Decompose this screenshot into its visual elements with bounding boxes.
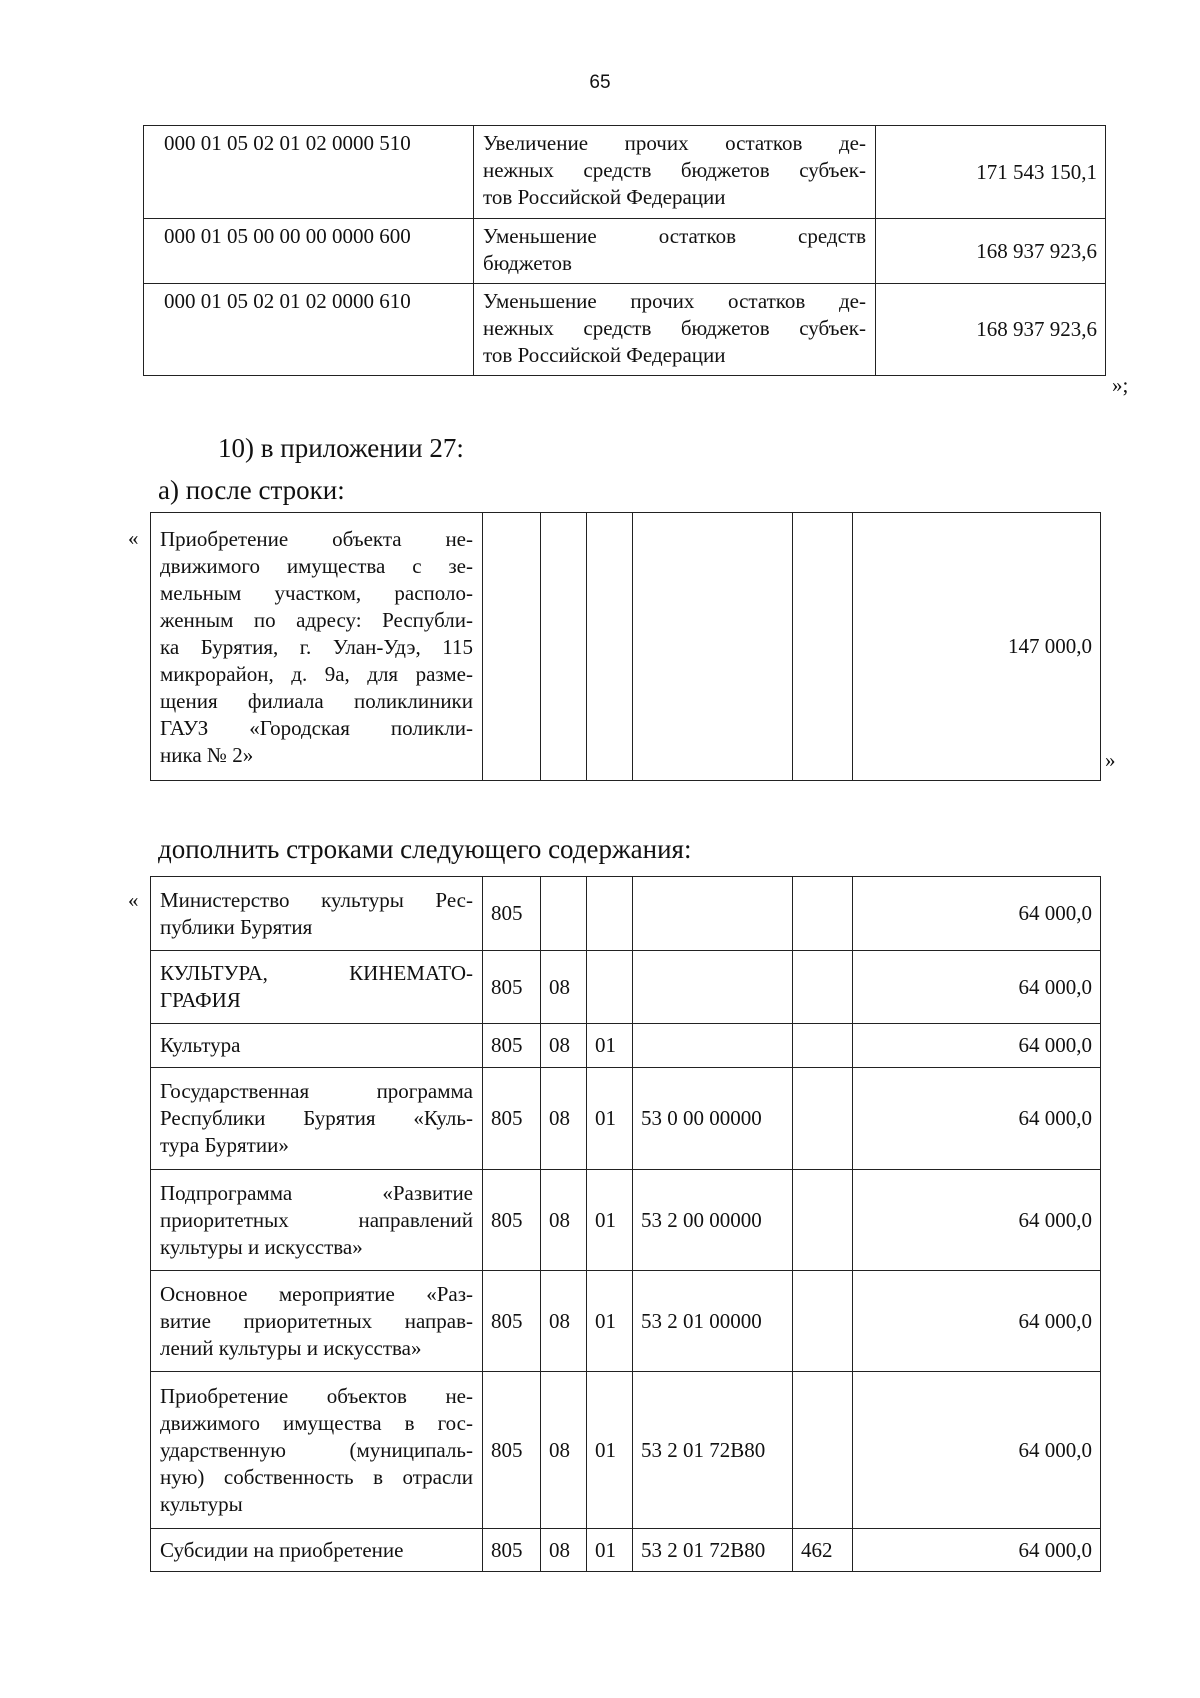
pr-cell: 01 [587,1068,633,1170]
name-line: Основное мероприятие «Раз- [160,1281,473,1306]
rz-cell: 08 [541,1372,587,1529]
rz-cell: 08 [541,951,587,1024]
name-line: щения филиала поликлиники [160,689,473,713]
table-row [144,219,1106,284]
name-line: Государственная программа [160,1079,473,1103]
amount-cell: 64 000,0 [853,951,1101,1024]
vr-cell [793,877,853,951]
grbs-cell: 805 [483,1529,541,1572]
vr-cell [793,951,853,1024]
pr-cell: 01 [587,1372,633,1529]
supplement-heading: дополнить строками следующего содержания: [158,834,692,864]
name-line: Приобретение объектов не- [160,1383,473,1408]
rz-cell [541,877,587,951]
grbs-cell: 805 [483,877,541,951]
pr-cell [587,513,633,781]
pr-cell [587,951,633,1024]
pr-cell: 01 [587,1170,633,1271]
name-line: публики Бурятия [160,914,313,939]
vr-cell [793,1372,853,1529]
pr-cell: 01 [587,1024,633,1068]
name-line: ника № 2» [160,743,254,767]
table-row [151,513,1101,781]
vr-cell [793,1170,853,1271]
name-line: ГАУЗ «Городская поликли- [160,716,473,740]
name-cell [474,219,876,284]
name-line: ка Бурятия, г. Улан-Удэ, 115 [160,635,473,659]
amount-cell: 168 937 923,6 [876,219,1106,284]
grbs-cell: 805 [483,951,541,1024]
name-line: Приобретение объекта не- [160,527,473,551]
table-row [151,877,1101,951]
amount-cell: 168 937 923,6 [876,284,1106,376]
closing-quote: »; [1112,373,1129,397]
name-cell [151,1529,483,1572]
name-cell [151,951,483,1024]
vr-cell [793,513,853,781]
opening-quote: « [128,526,139,550]
table-row [144,284,1106,376]
amount-cell: 64 000,0 [853,1068,1101,1170]
row-name [151,513,483,781]
item-a-heading: а) после строки: [158,475,345,505]
name-line: микрорайон, д. 9а, для разме- [160,662,473,686]
name-line: КУЛЬТУРА, КИНЕМАТО- [160,961,473,985]
name-line: тура Бурятии» [160,1133,289,1157]
name-cell [151,1372,483,1529]
rz-cell: 08 [541,1529,587,1572]
item-10-heading: 10) в приложении 27: [218,433,464,463]
sources-table [143,125,1106,376]
amount-cell: 64 000,0 [853,1170,1101,1271]
csr-cell [633,513,793,781]
vr-cell [793,1271,853,1372]
name-line: Увеличение прочих остатков де- [483,131,866,155]
name-line: Уменьшение остатков средств [483,224,866,248]
rz-cell [541,513,587,781]
grbs-cell: 805 [483,1170,541,1271]
amount-cell: 171 543 150,1 [876,126,1106,219]
table-row [151,951,1101,1024]
code-cell: 000 01 05 02 01 02 0000 610 [144,284,474,376]
name-line: тов Российской Федерации [483,343,726,367]
csr-cell: 53 2 00 00000 [633,1170,793,1271]
page-number: 65 [589,72,611,93]
name-line: тов Российской Федерации [483,185,726,209]
amount-cell: 64 000,0 [853,1372,1101,1529]
name-line: Субсидии на приобретение [160,1537,404,1562]
csr-cell: 53 2 01 72В80 [633,1372,793,1529]
amount-cell: 64 000,0 [853,1529,1101,1572]
vr-cell: 462 [793,1529,853,1572]
amount-cell: 147 000,0 [853,513,1101,781]
name-line: нежных средств бюджетов субъек- [483,316,866,340]
name-cell [151,1271,483,1372]
table-row [151,1529,1101,1572]
vr-cell [793,1024,853,1068]
grbs-cell: 805 [483,1024,541,1068]
table-row [151,1068,1101,1170]
name-line: движимого имущества в гос- [160,1410,473,1435]
name-line: ГРАФИЯ [160,988,241,1012]
after-row-table [150,512,1101,781]
table-row [151,1170,1101,1271]
name-cell [151,1024,483,1068]
rz-cell: 08 [541,1271,587,1372]
table-row [151,1024,1101,1068]
name-line: Культура [160,1033,241,1057]
table-row [151,1271,1101,1372]
name-line: приоритетных направлений [160,1207,473,1232]
name-cell [474,284,876,376]
table-row [151,1372,1101,1529]
name-cell [151,1068,483,1170]
csr-cell: 53 0 00 00000 [633,1068,793,1170]
name-line: бюджетов [483,251,572,275]
csr-cell: 53 2 01 72В80 [633,1529,793,1572]
name-cell [151,877,483,951]
code-cell: 000 01 05 00 00 00 0000 600 [144,219,474,284]
name-line: Подпрограмма «Развитие [160,1180,473,1205]
name-line: витие приоритетных направ- [160,1308,473,1333]
amount-cell: 64 000,0 [853,1024,1101,1068]
csr-cell: 53 2 01 00000 [633,1271,793,1372]
csr-cell [633,1024,793,1068]
name-line: культуры и искусства» [160,1234,363,1259]
name-line: лений культуры и искусства» [160,1335,422,1360]
closing-quote: » [1105,748,1116,772]
name-line: Республики Бурятия «Куль- [160,1106,473,1130]
rz-cell: 08 [541,1068,587,1170]
name-line: ную) собственность в отрасли [160,1464,473,1489]
vr-cell [793,1068,853,1170]
code-cell: 000 01 05 02 01 02 0000 510 [144,126,474,219]
pr-cell [587,877,633,951]
grbs-cell: 805 [483,1271,541,1372]
opening-quote: « [128,888,139,912]
table-row [144,126,1106,219]
amount-cell: 64 000,0 [853,1271,1101,1372]
name-line: Министерство культуры Рес- [160,887,473,912]
grbs-cell: 805 [483,1372,541,1529]
pr-cell: 01 [587,1271,633,1372]
name-line: движимого имущества с зе- [160,554,473,578]
name-cell [151,1170,483,1271]
name-line: мельным участком, располо- [160,581,473,605]
name-line: нежных средств бюджетов субъек- [483,158,866,182]
csr-cell [633,951,793,1024]
name-line: женным по адресу: Республи- [160,608,473,632]
name-line: культуры [160,1491,243,1516]
grbs-cell [483,513,541,781]
pr-cell: 01 [587,1529,633,1572]
csr-cell [633,877,793,951]
name-cell [474,126,876,219]
rz-cell: 08 [541,1024,587,1068]
name-line: Уменьшение прочих остатков де- [483,289,866,313]
grbs-cell: 805 [483,1068,541,1170]
supplement-table [150,876,1101,1572]
rz-cell: 08 [541,1170,587,1271]
amount-cell: 64 000,0 [853,877,1101,951]
name-line: ударственную (муниципаль- [160,1437,473,1462]
